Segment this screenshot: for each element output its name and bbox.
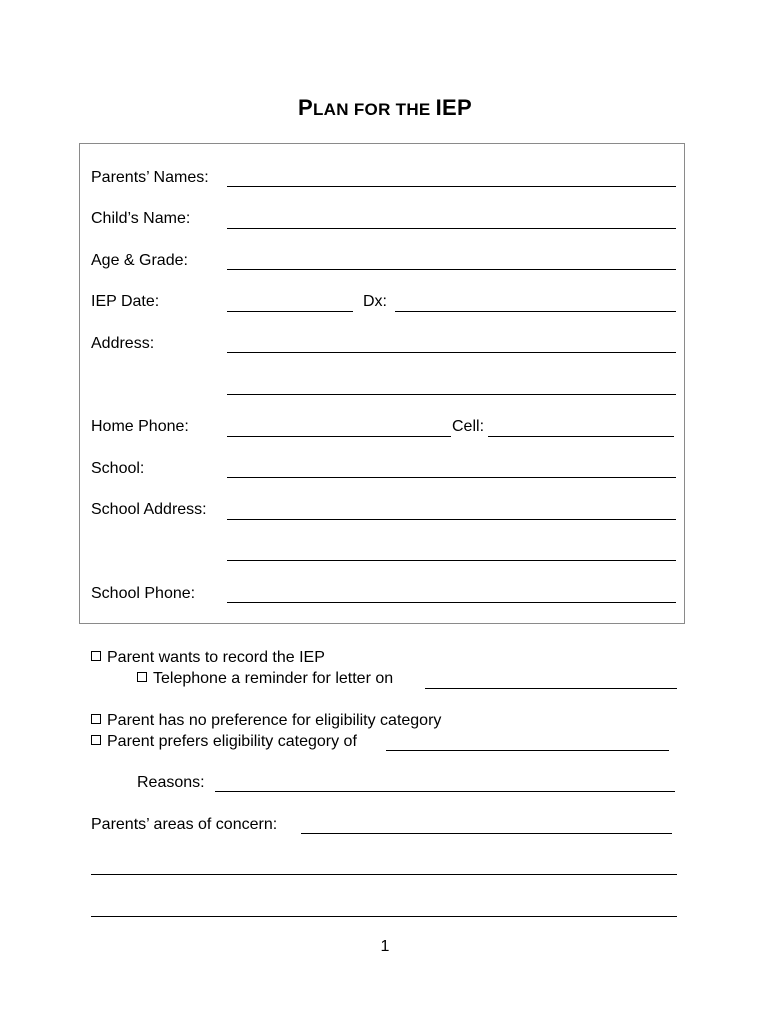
areas-of-concern-line-1[interactable] [301, 833, 672, 834]
page-title [0, 95, 770, 121]
title-rest: LAN FOR THE [313, 100, 436, 119]
childs-name-label: Child’s Name: [91, 210, 191, 227]
cell-label: Cell: [452, 418, 485, 435]
record-iep-label: Parent wants to record the IEP [107, 649, 325, 666]
dx-line[interactable] [395, 311, 676, 312]
prefers-category-label: Parent prefers eligibility category of [107, 733, 357, 750]
dx-label: Dx: [363, 293, 387, 310]
record-iep-option[interactable] [91, 649, 325, 667]
areas-of-concern-label: Parents’ areas of concern: [91, 816, 278, 833]
telephone-reminder-option[interactable] [137, 670, 393, 688]
address-line-2[interactable] [227, 394, 676, 395]
title-first-letter: P [298, 95, 313, 120]
checkbox-icon[interactable] [137, 672, 147, 682]
age-grade-line[interactable] [227, 269, 676, 270]
address-label: Address: [91, 335, 155, 352]
telephone-reminder-line[interactable] [425, 688, 677, 689]
iep-date-line[interactable] [227, 311, 353, 312]
no-preference-option[interactable] [91, 712, 441, 730]
checkbox-icon[interactable] [91, 651, 101, 661]
parents-names-label: Parents’ Names: [91, 169, 209, 186]
school-address-line-2[interactable] [227, 560, 676, 561]
prefers-category-line[interactable] [386, 750, 669, 751]
checkbox-icon[interactable] [91, 714, 101, 724]
school-line[interactable] [227, 477, 676, 478]
age-grade-label: Age & Grade: [91, 252, 188, 269]
no-preference-label: Parent has no preference for eligibility category [107, 712, 442, 729]
childs-name-line[interactable] [227, 228, 676, 229]
checkbox-icon[interactable] [91, 735, 101, 745]
parents-names-line[interactable] [227, 186, 676, 187]
reasons-line[interactable] [215, 791, 675, 792]
cell-line[interactable] [488, 436, 674, 437]
prefers-category-option[interactable] [91, 733, 357, 751]
iep-date-label: IEP Date: [91, 293, 160, 310]
title-acronym: IEP [435, 95, 472, 120]
home-phone-label: Home Phone: [91, 418, 189, 435]
areas-of-concern-line-2[interactable] [91, 874, 677, 875]
telephone-reminder-label: Telephone a reminder for letter on [153, 670, 394, 687]
school-phone-line[interactable] [227, 602, 676, 603]
areas-of-concern-line-3[interactable] [91, 916, 677, 917]
page-number: 1 [380, 938, 390, 955]
school-address-label: School Address: [91, 501, 207, 518]
school-label: School: [91, 460, 145, 477]
address-line-1[interactable] [227, 352, 676, 353]
home-phone-line[interactable] [227, 436, 451, 437]
school-address-line-1[interactable] [227, 519, 676, 520]
school-phone-label: School Phone: [91, 585, 196, 602]
reasons-label: Reasons: [137, 774, 205, 791]
